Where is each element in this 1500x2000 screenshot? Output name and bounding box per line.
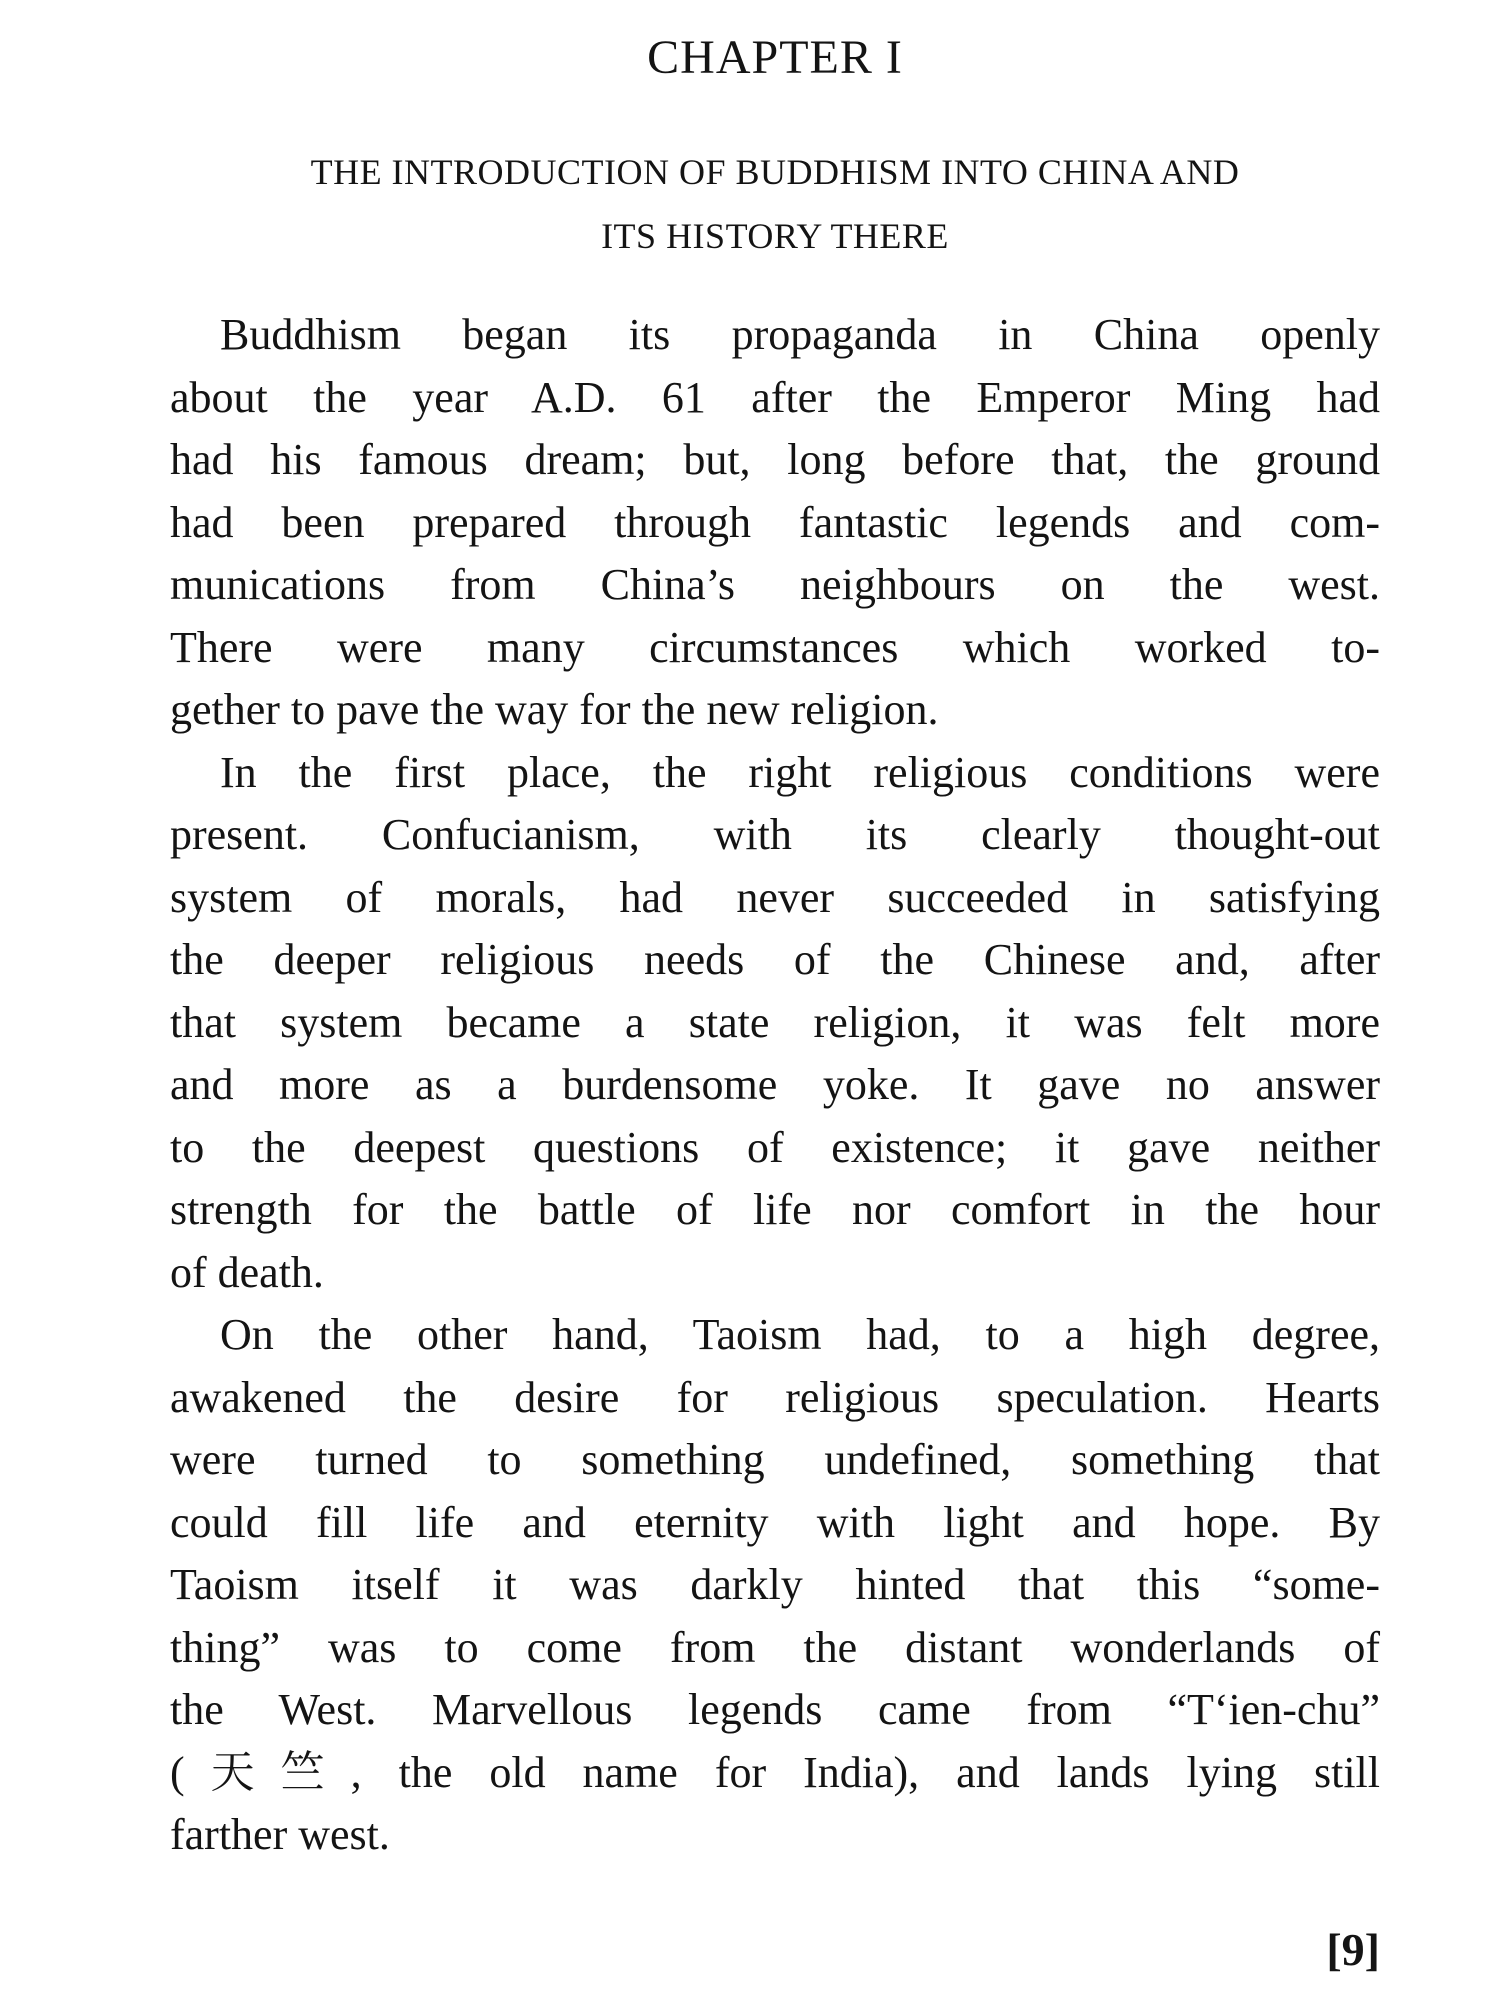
text-line: to the deepest questions of existence; it gave neither [170,1122,1380,1172]
text-line: system of morals, had never succeeded in satisfying [170,872,1380,922]
text-line: the West. Marvellous legends came from “T‘ien-chu” [170,1685,1380,1734]
text-line: thing” was to come from the distant wonderlands of [170,1622,1380,1672]
text-line: awakened the desire for religious speculation. Hearts [170,1372,1380,1422]
text-line: the deeper religious needs of the Chinese and, after [170,935,1380,984]
page-number: [9] [1326,1924,1380,1975]
chapter-heading [170,140,1380,268]
text-line: were turned to something undefined, something that [170,1435,1380,1484]
text-line: and more as a burdensome yoke. It gave no answer [170,1060,1380,1109]
text-line: farther west. [170,1810,390,1859]
book-page [170,0,1380,2000]
paragraph-3 [170,1304,1380,1867]
text-line: munications from China’s neighbours on the west. [170,560,1380,609]
text-line: Buddhism began its propaganda in China openly [220,310,1380,359]
chapter-title: CHAPTER I [647,31,903,84]
chapter-heading-line-2: ITS HISTORY THERE [601,216,949,256]
text-line: of death. [170,1247,324,1297]
chapter-heading-line-1: THE INTRODUCTION OF BUDDHISM INTO CHINA AND [310,152,1240,192]
text-line: had been prepared through fantastic legends and com- [170,497,1380,547]
text-line: gether to pave the way for the new religion. [170,685,939,734]
paragraph-1 [170,304,1380,742]
text-line: There were many circumstances which worked to- [170,622,1380,672]
paragraph-2 [170,742,1380,1305]
text-line: strength for the battle of life nor comfort in the hour [170,1185,1380,1234]
text-line: had his famous dream; but, long before that, the ground [170,435,1380,484]
text-line: In the first place, the right religious conditions were [220,747,1380,797]
text-line: that system became a state religion, it was felt more [170,997,1380,1047]
body-text [170,304,1380,1867]
text-line: Taoism itself it was darkly hinted that this “some- [170,1560,1380,1609]
text-line: could fill life and eternity with light and hope. By [170,1497,1380,1547]
text-line: (天竺, the old name for India), and lands lying still [170,1747,1380,1797]
text-line: about the year A.D. 61 after the Emperor Ming had [170,372,1380,422]
text-line: present. Confucianism, with its clearly thought-out [170,810,1380,859]
text-line: On the other hand, Taoism had, to a high degree, [220,1310,1380,1359]
